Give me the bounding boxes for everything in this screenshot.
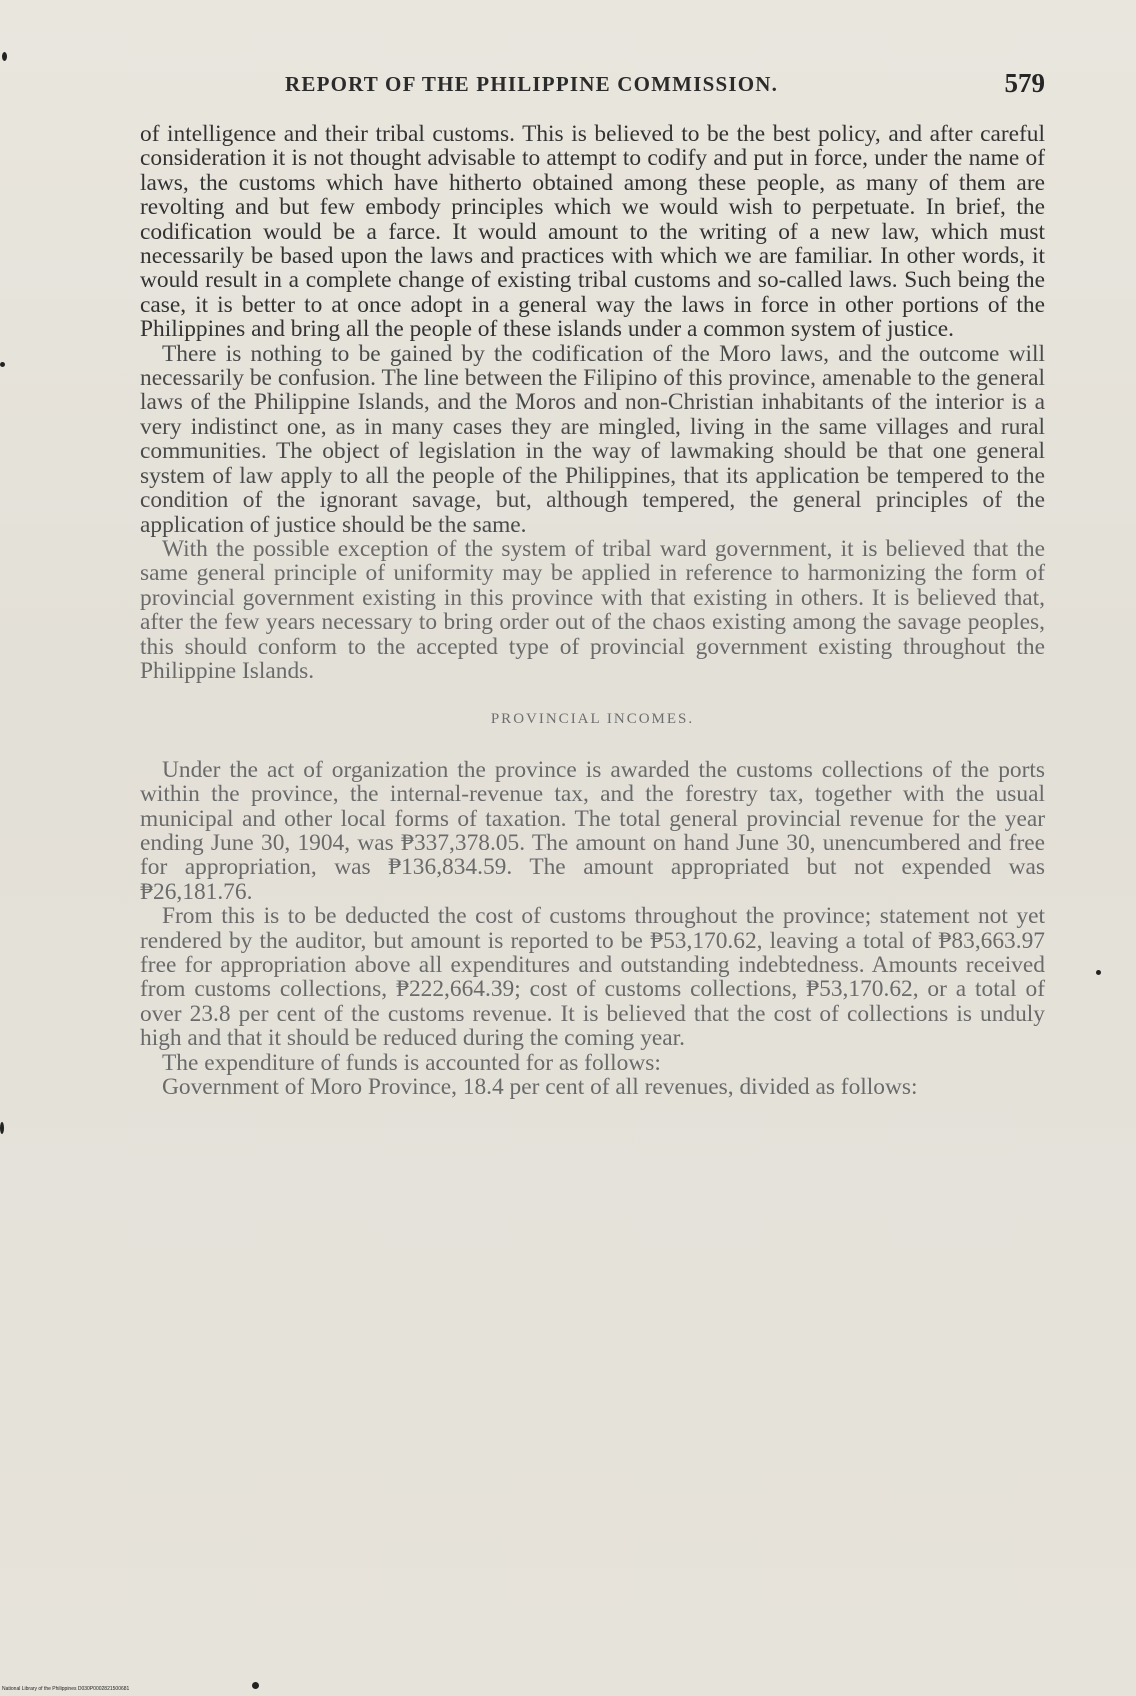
paragraph-act-of-organization: Under the act of organization the province is awarded the customs collections of the ports within the province, the internal-revenue tax, and the forestry tax, together with the usual municipal and other local forms of taxation. The total general provincial revenue for the year ending June 30, 1904, was ₱337,378.05. The amount on hand June 30, unencumbered and free for appropriation, was ₱136,834.59. The amount appropriated but not expended was ₱26,181.76. — [140, 756, 1045, 905]
scan-speck-left-low — [0, 1122, 4, 1134]
page-number: 579 — [1004, 68, 1045, 98]
paragraph-expenditure: The expenditure of funds is accounted for as follows: — [162, 1049, 661, 1076]
running-head: REPORT OF THE PHILIPPINE COMMISSION. — [285, 72, 779, 96]
scan-speck-bottom — [252, 1682, 259, 1689]
paragraph-moro-laws: There is nothing to be gained by the codification of the Moro laws, and the outcome will necessarily be confusion. The line between the Filipino of this province, amenable to the general laws of the Philippine Islands, and the Moros and non-Christian inhabitants of the interior is a very indistinct one, as in many cases they are mingled, living in the same villages and rural communities. The object of legislation in the way of lawmaking should be that one general system of law apply to all the people of the Philippines, that its application be tempered to the condition of the ignorant savage, but, although tempered, the general principles of the application of justice should be the same. — [140, 340, 1045, 538]
scan-speck-right — [1096, 970, 1101, 975]
paragraph-customs-cost: From this is to be deducted the cost of customs throughout the province; statement not yet rendered by the auditor, but amount is reported to be ₱53,170.62, leaving a total of ₱83,663.97 free for appropriation above all expenditures and outstanding indebtedness. Amounts received from customs collections, ₱222,664.39; cost of customs collections, ₱53,170.62, or a total of over 23.8 per cent of the customs revenue. It is believed that the cost of collections is unduly high and that it should be reduced during the coming year. — [140, 903, 1045, 1052]
section-heading-provincial-incomes: PROVINCIAL INCOMES. — [490, 711, 695, 728]
paragraph-uniformity: With the possible exception of the system of tribal ward government, it is believed that the same general principle of uniformity may be applied in reference to harmonizing the form of provincial government existing in this province with that existing in others. It is believed that, after the few years necessary to bring order out of the chaos existing among the savage peoples, this should conform to the accepted type of provincial government existing throughout the Philippine Islands. — [140, 535, 1045, 684]
scan-speck-left-top — [2, 52, 7, 61]
paragraph-government-share: Government of Moro Province, 18.4 per cent of all revenues, divided as follows: — [162, 1074, 918, 1101]
body-text — [140, 122, 1045, 1099]
paragraph-tribal-customs: of intelligence and their tribal customs. This is believed to be the best policy, and after careful consideration it is not thought advisable to attempt to codify and put in force, under the name of laws, the customs which have hitherto obtained among these people, as many of them are revolting and but few embody principles which we would wish to perpetuate. In brief, the codification would be a farce. It would amount to the writing of a new law, which must necessarily be based upon the laws and practices with which we are familiar. In other words, it would result in a complete change of existing tribal customs and so-called laws. Such being the case, it is better to at once adopt in a general way the laws in force in other portions of the Philippines and bring all the people of these islands under a common system of justice. — [140, 121, 1045, 343]
footer-credit: National Library of the Philippines D030P0002821500681 — [2, 1686, 130, 1692]
page-header — [140, 68, 1055, 112]
scan-speck-left-mid — [0, 362, 5, 367]
